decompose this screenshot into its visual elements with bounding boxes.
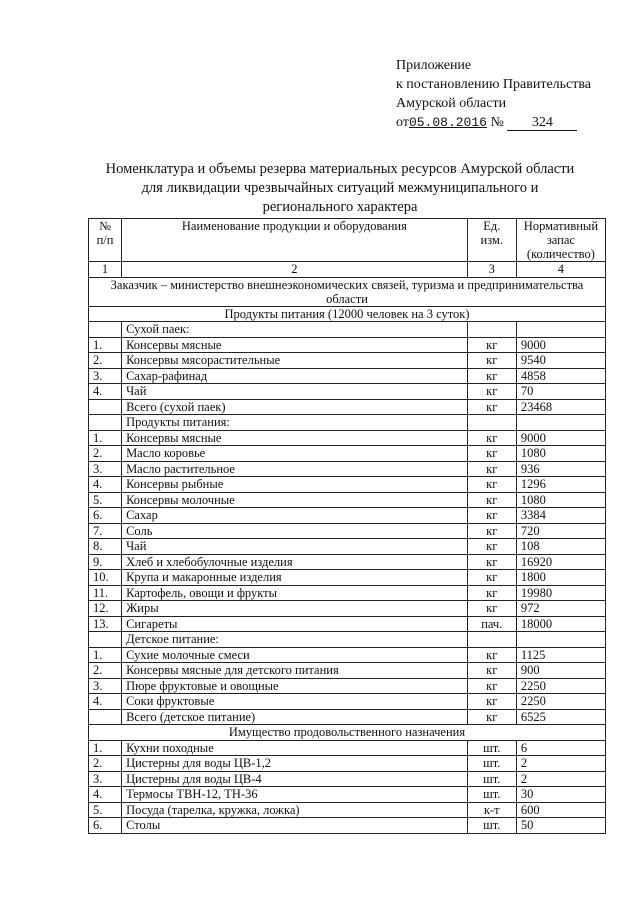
- item-name: Детское питание:: [122, 632, 468, 648]
- document-title: [60, 160, 620, 217]
- table-row: [89, 415, 606, 431]
- unit: кг: [467, 570, 516, 586]
- item-name: Посуда (тарелка, кружка, ложка): [122, 802, 468, 818]
- row-number: [89, 709, 122, 725]
- table-row: [89, 632, 606, 648]
- reserve-table: [88, 218, 606, 834]
- row-number: 3.: [89, 461, 122, 477]
- title-line: регионального характера: [262, 199, 418, 215]
- row-number: 7.: [89, 523, 122, 539]
- table-row: [89, 601, 606, 617]
- row-number: 2.: [89, 756, 122, 772]
- quantity: 2: [516, 756, 605, 772]
- row-number: 4.: [89, 477, 122, 493]
- section-row: [89, 725, 606, 741]
- row-number: 4.: [89, 694, 122, 710]
- unit: кг: [467, 585, 516, 601]
- item-name: Столы: [122, 818, 468, 834]
- appendix-line: к постановлению Правительства: [396, 77, 592, 92]
- table-row: [89, 492, 606, 508]
- table-row: [89, 787, 606, 803]
- item-name: Масло растительное: [122, 461, 468, 477]
- unit: кг: [467, 678, 516, 694]
- quantity: 16920: [516, 554, 605, 570]
- row-number: 6.: [89, 818, 122, 834]
- quantity: 1080: [516, 492, 605, 508]
- item-name: Чай: [122, 539, 468, 555]
- header-cell: Ед. изм.: [467, 219, 516, 262]
- item-name: Цистерны для воды ЦВ-4: [122, 771, 468, 787]
- unit: кг: [467, 461, 516, 477]
- item-name: Консервы мясные: [122, 430, 468, 446]
- row-number: [89, 322, 122, 338]
- row-number: 1.: [89, 740, 122, 756]
- quantity: 2250: [516, 694, 605, 710]
- table-row: [89, 461, 606, 477]
- quantity: 4858: [516, 368, 605, 384]
- quantity: 50: [516, 818, 605, 834]
- quantity: 1800: [516, 570, 605, 586]
- column-number: 4: [516, 262, 605, 278]
- row-number: 1.: [89, 430, 122, 446]
- row-number: 5.: [89, 802, 122, 818]
- table-row: [89, 446, 606, 462]
- unit: кг: [467, 694, 516, 710]
- unit: к-т: [467, 802, 516, 818]
- quantity: [516, 322, 605, 338]
- unit: шт.: [467, 756, 516, 772]
- column-number: 3: [467, 262, 516, 278]
- unit: шт.: [467, 818, 516, 834]
- item-name: Хлеб и хлебобулочные изделия: [122, 554, 468, 570]
- quantity: [516, 415, 605, 431]
- row-number: 1.: [89, 337, 122, 353]
- item-name: Кухни походные: [122, 740, 468, 756]
- row-number: 5.: [89, 492, 122, 508]
- row-number: 3.: [89, 771, 122, 787]
- appendix-date-line: [396, 113, 591, 132]
- unit: кг: [467, 663, 516, 679]
- table-row: [89, 508, 606, 524]
- quantity: 1125: [516, 647, 605, 663]
- quantity: 70: [516, 384, 605, 400]
- quantity: 972: [516, 601, 605, 617]
- row-number: 2.: [89, 446, 122, 462]
- date-prefix: от: [396, 115, 409, 130]
- title-line: Номенклатура и объемы резерва материальных ресурсов Амурской области: [105, 161, 575, 177]
- item-name: Всего (детское питание): [122, 709, 468, 725]
- quantity: 1296: [516, 477, 605, 493]
- unit: [467, 415, 516, 431]
- row-number: 3.: [89, 678, 122, 694]
- unit: кг: [467, 508, 516, 524]
- title-line: для ликвидации чрезвычайных ситуаций межмуниципального и: [141, 180, 539, 196]
- quantity: 9540: [516, 353, 605, 369]
- column-number: 2: [122, 262, 468, 278]
- unit: кг: [467, 492, 516, 508]
- quantity: 3384: [516, 508, 605, 524]
- item-name: Сухие молочные смеси: [122, 647, 468, 663]
- item-name: Консервы рыбные: [122, 477, 468, 493]
- quantity: 2250: [516, 678, 605, 694]
- table-row: [89, 353, 606, 369]
- row-number: 9.: [89, 554, 122, 570]
- quantity: 19980: [516, 585, 605, 601]
- item-name: Крупа и макаронные изделия: [122, 570, 468, 586]
- table-row: [89, 771, 606, 787]
- item-name: Продукты питания:: [122, 415, 468, 431]
- table-row: [89, 523, 606, 539]
- quantity: 1080: [516, 446, 605, 462]
- decree-number: 324: [507, 115, 577, 131]
- decree-date: 05.08.2016: [408, 115, 487, 130]
- item-name: Термосы ТВН-12, ТН-36: [122, 787, 468, 803]
- section-title: Заказчик – министерство внешнеэкономических связей, туризма и предпринимательства области: [89, 277, 606, 306]
- section-row: [89, 277, 606, 306]
- quantity: 9000: [516, 337, 605, 353]
- header-cell: Наименование продукции и оборудования: [122, 219, 468, 262]
- unit: кг: [467, 368, 516, 384]
- row-number: 4.: [89, 384, 122, 400]
- unit: [467, 322, 516, 338]
- column-number: 1: [89, 262, 122, 278]
- appendix-line: Амурской области: [396, 96, 507, 111]
- row-number: 2.: [89, 353, 122, 369]
- row-number: [89, 632, 122, 648]
- unit: кг: [467, 399, 516, 415]
- quantity: 6525: [516, 709, 605, 725]
- item-name: Консервы мясные для детского питания: [122, 663, 468, 679]
- unit: кг: [467, 539, 516, 555]
- unit: кг: [467, 647, 516, 663]
- item-name: Пюре фруктовые и овощные: [122, 678, 468, 694]
- quantity: 936: [516, 461, 605, 477]
- unit: [467, 632, 516, 648]
- column-number-row: [89, 262, 606, 278]
- table-row: [89, 647, 606, 663]
- table-row: [89, 616, 606, 632]
- table-row: [89, 694, 606, 710]
- header-row: [89, 219, 606, 262]
- section-title: Имущество продовольственного назначения: [89, 725, 606, 741]
- table-row: [89, 585, 606, 601]
- quantity: 23468: [516, 399, 605, 415]
- row-number: 3.: [89, 368, 122, 384]
- item-name: Консервы мясные: [122, 337, 468, 353]
- item-name: Сигареты: [122, 616, 468, 632]
- item-name: Консервы молочные: [122, 492, 468, 508]
- quantity: 9000: [516, 430, 605, 446]
- quantity: 18000: [516, 616, 605, 632]
- table-row: [89, 663, 606, 679]
- item-name: Всего (сухой паек): [122, 399, 468, 415]
- row-number: 11.: [89, 585, 122, 601]
- quantity: 600: [516, 802, 605, 818]
- table-row: [89, 570, 606, 586]
- table-row: [89, 802, 606, 818]
- quantity: 2: [516, 771, 605, 787]
- row-number: [89, 399, 122, 415]
- unit: кг: [467, 430, 516, 446]
- row-number: 6.: [89, 508, 122, 524]
- appendix-block: [396, 56, 591, 132]
- quantity: 30: [516, 787, 605, 803]
- table-row: [89, 322, 606, 338]
- item-name: Чай: [122, 384, 468, 400]
- table-row: [89, 678, 606, 694]
- unit: кг: [467, 477, 516, 493]
- row-number: 13.: [89, 616, 122, 632]
- quantity: 900: [516, 663, 605, 679]
- item-name: Консервы мясорастительные: [122, 353, 468, 369]
- table-row: [89, 756, 606, 772]
- item-name: Масло коровье: [122, 446, 468, 462]
- row-number: [89, 415, 122, 431]
- header-cell: Нормативный запас (количество): [516, 219, 605, 262]
- item-name: Жиры: [122, 601, 468, 617]
- item-name: Соль: [122, 523, 468, 539]
- quantity: 108: [516, 539, 605, 555]
- unit: кг: [467, 554, 516, 570]
- unit: кг: [467, 446, 516, 462]
- table-row: [89, 399, 606, 415]
- quantity: [516, 632, 605, 648]
- table-row: [89, 477, 606, 493]
- table-row: [89, 337, 606, 353]
- unit: пач.: [467, 616, 516, 632]
- row-number: 10.: [89, 570, 122, 586]
- table-row: [89, 368, 606, 384]
- item-name: Сухой паек:: [122, 322, 468, 338]
- table-row: [89, 384, 606, 400]
- table-row: [89, 554, 606, 570]
- unit: шт.: [467, 787, 516, 803]
- unit: шт.: [467, 740, 516, 756]
- row-number: 12.: [89, 601, 122, 617]
- unit: шт.: [467, 771, 516, 787]
- quantity: 6: [516, 740, 605, 756]
- item-name: Сахар: [122, 508, 468, 524]
- table-row: [89, 709, 606, 725]
- row-number: 1.: [89, 647, 122, 663]
- item-name: Цистерны для воды ЦВ-1,2: [122, 756, 468, 772]
- quantity: 720: [516, 523, 605, 539]
- number-sign: №: [490, 115, 504, 130]
- unit: кг: [467, 709, 516, 725]
- row-number: 4.: [89, 787, 122, 803]
- section-row: [89, 306, 606, 322]
- item-name: Соки фруктовые: [122, 694, 468, 710]
- row-number: 8.: [89, 539, 122, 555]
- unit: кг: [467, 337, 516, 353]
- item-name: Сахар-рафинад: [122, 368, 468, 384]
- row-number: 2.: [89, 663, 122, 679]
- unit: кг: [467, 601, 516, 617]
- item-name: Картофель, овощи и фрукты: [122, 585, 468, 601]
- table-row: [89, 430, 606, 446]
- unit: кг: [467, 353, 516, 369]
- appendix-line: Приложение: [396, 58, 472, 73]
- unit: кг: [467, 523, 516, 539]
- table-row: [89, 740, 606, 756]
- header-cell: № п/п: [89, 219, 122, 262]
- section-title: Продукты питания (12000 человек на 3 суток): [89, 306, 606, 322]
- table-row: [89, 539, 606, 555]
- table-row: [89, 818, 606, 834]
- unit: кг: [467, 384, 516, 400]
